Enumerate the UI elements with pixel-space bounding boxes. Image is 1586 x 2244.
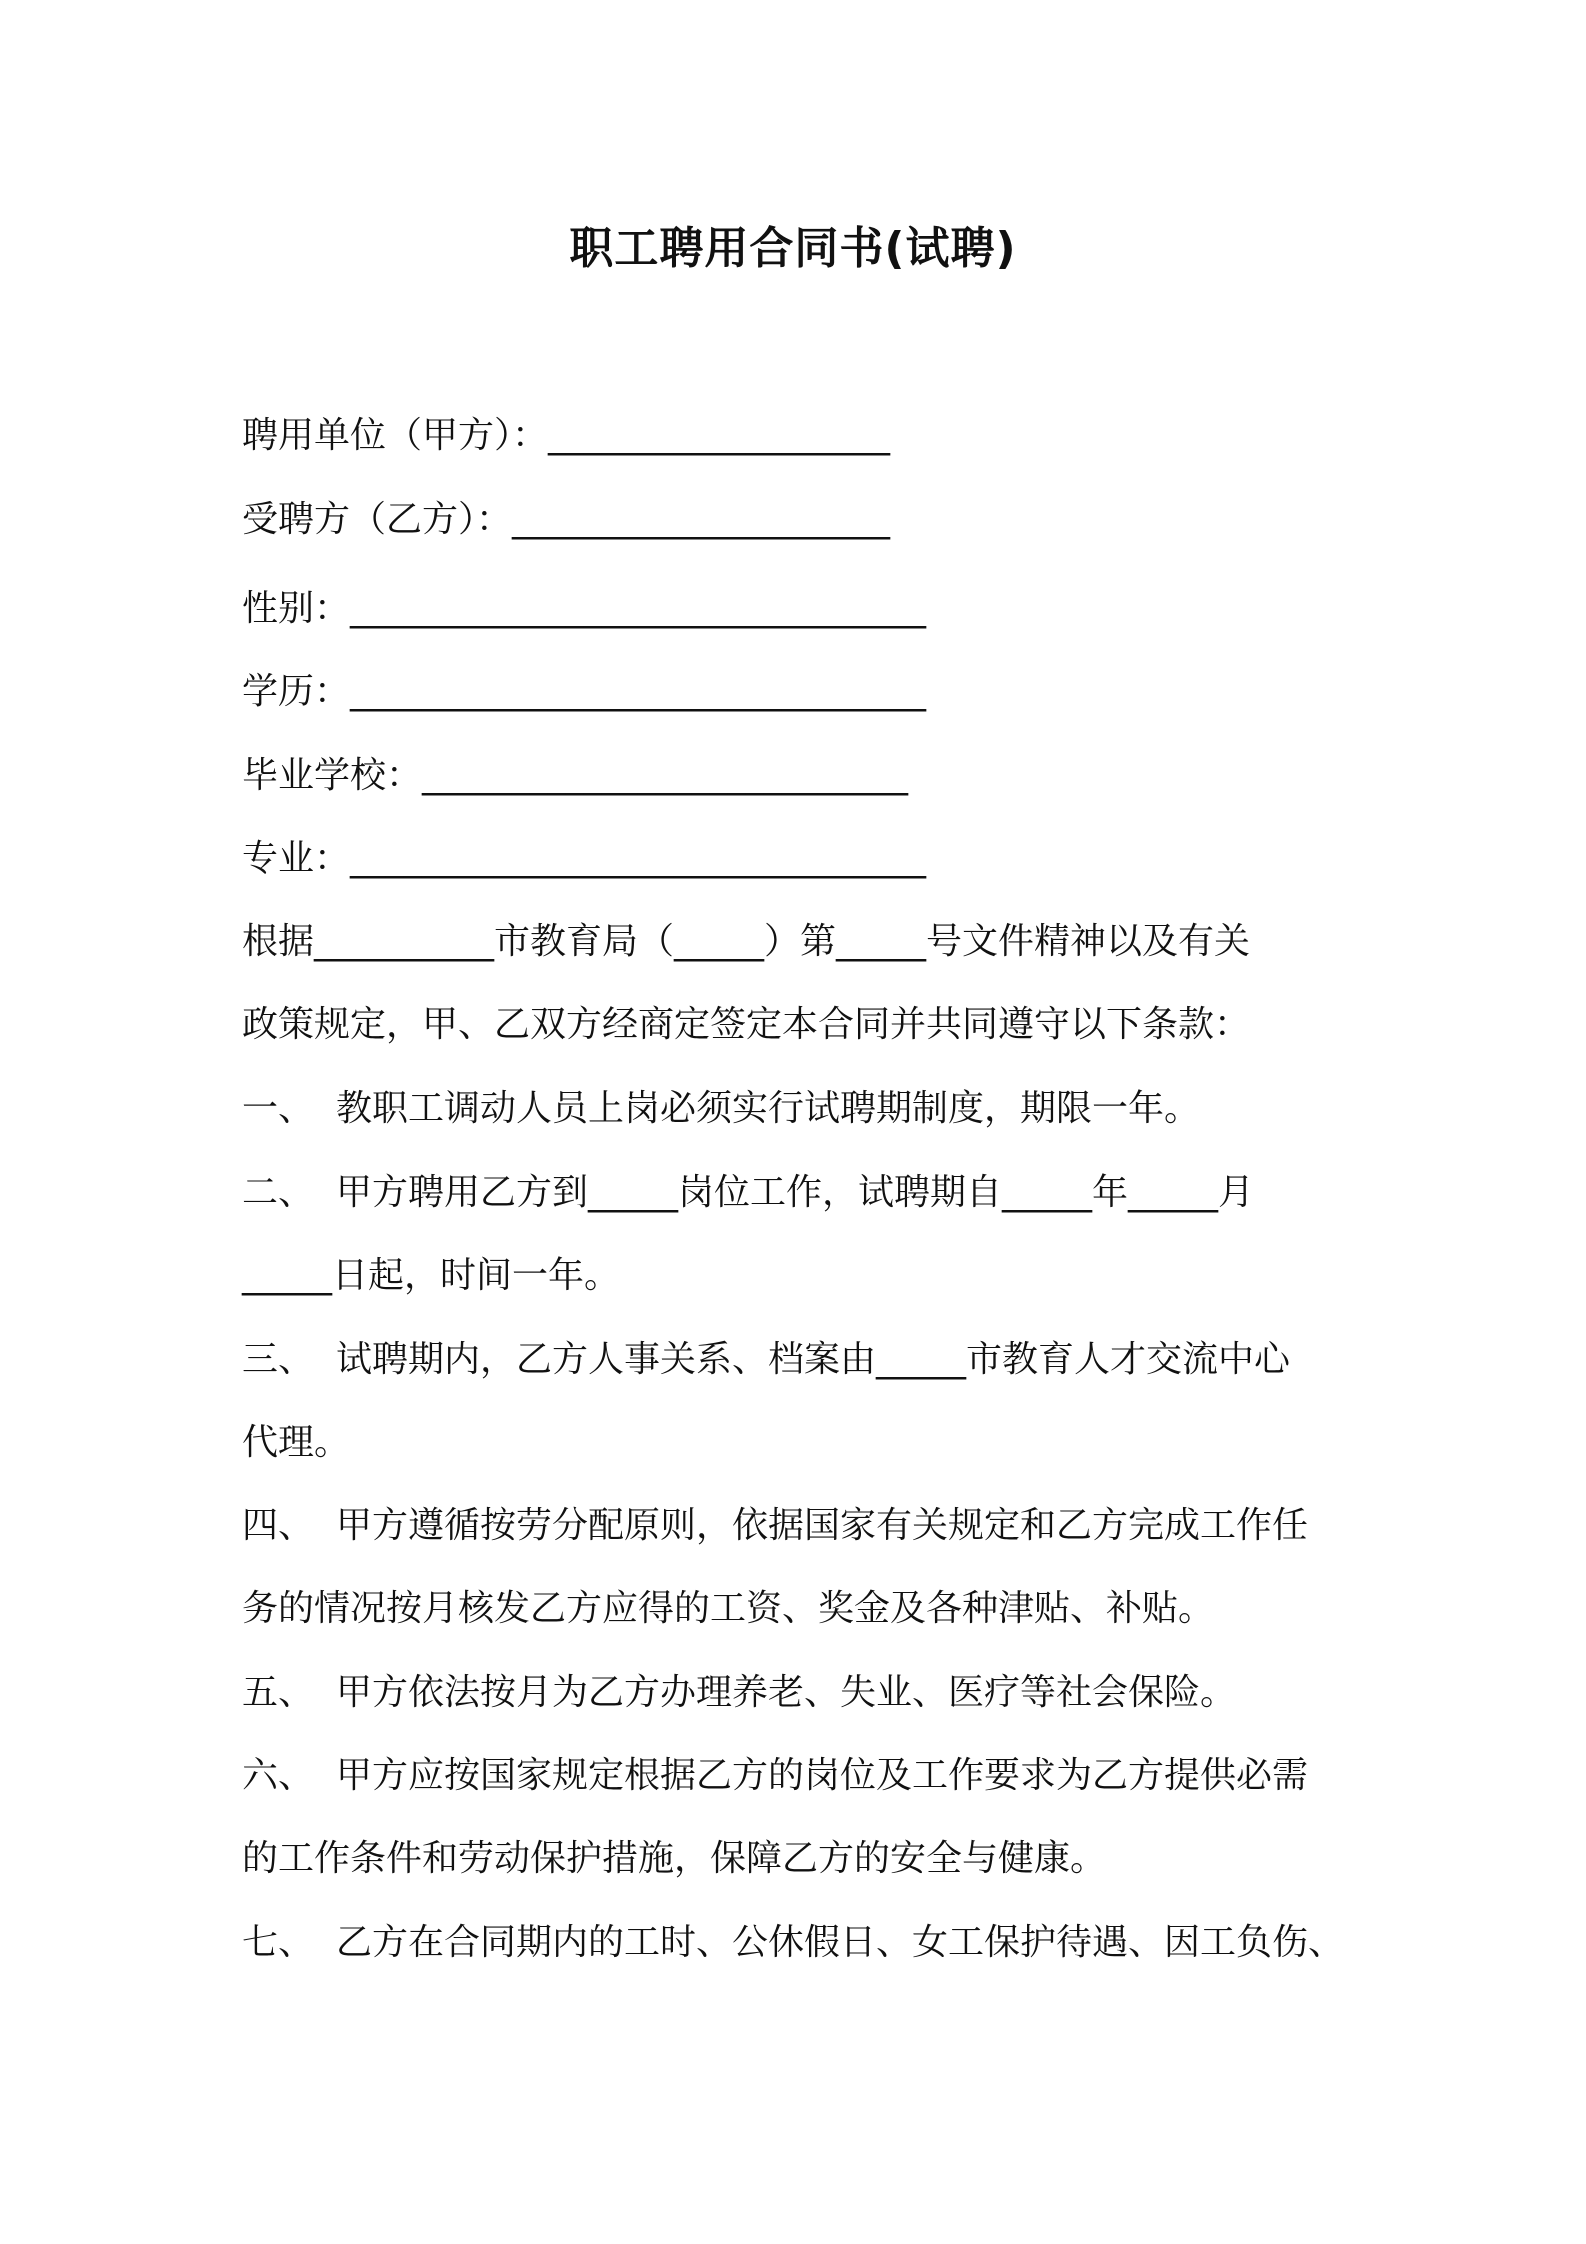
clause-number: 六、 xyxy=(242,1755,315,1796)
field-school: 毕业学校：___________________________ xyxy=(242,755,909,796)
document-title: 职工聘用合同书(试聘) xyxy=(569,223,1017,274)
clause-text: 甲方遵循按劳分配原则，依据国家有关规定和乙方完成工作任 xyxy=(336,1505,1309,1546)
clause-text: 务的情况按月核发乙方应得的工资、奖金及各种津贴、补贴。 xyxy=(242,1588,1215,1629)
clause-text: _____日起，时间一年。 xyxy=(242,1255,621,1296)
clause-text: 的工作条件和劳动保护措施，保障乙方的安全与健康。 xyxy=(242,1838,1107,1879)
intro-line-1: 根据__________市教育局（_____）第_____号文件精神以及有关 xyxy=(242,921,1251,962)
clause-number: 五、 xyxy=(242,1672,315,1713)
clause-2 xyxy=(242,1151,1362,1317)
clause-7 xyxy=(242,1901,1362,1984)
clause-number: 一、 xyxy=(242,1088,315,1129)
clause-text: 教职工调动人员上岗必须实行试聘期制度，期限一年。 xyxy=(336,1088,1201,1129)
clause-4 xyxy=(242,1484,1362,1650)
clause-text: 甲方依法按月为乙方办理养老、失业、医疗等社会保险。 xyxy=(336,1672,1237,1713)
field-employee: 受聘方（乙方）：_____________________ xyxy=(242,499,891,540)
clause-text: 甲方应按国家规定根据乙方的岗位及工作要求为乙方提供必需 xyxy=(336,1755,1309,1796)
clause-6 xyxy=(242,1734,1362,1900)
intro-paragraph xyxy=(242,900,1362,1066)
clause-3 xyxy=(242,1318,1362,1484)
field-major: 专业：________________________________ xyxy=(242,838,927,879)
intro-line-2: 政策规定，甲、乙双方经商定签定本合同并共同遵守以下条款： xyxy=(242,1004,1251,1045)
clause-number: 七、 xyxy=(242,1922,315,1963)
clause-text: 乙方在合同期内的工时、公休假日、女工保护待遇、因工负伤、 xyxy=(336,1922,1345,1963)
clause-text: 甲方聘用乙方到_____岗位工作，试聘期自_____年_____月 xyxy=(336,1172,1255,1213)
clause-1 xyxy=(242,1067,1362,1150)
clause-number: 四、 xyxy=(242,1505,315,1546)
clause-number: 二、 xyxy=(242,1172,315,1213)
clause-text: 代理。 xyxy=(242,1422,351,1463)
field-gender: 性别：________________________________ xyxy=(242,588,927,629)
clause-number: 三、 xyxy=(242,1339,315,1380)
field-employer: 聘用单位（甲方）：___________________ xyxy=(242,415,891,456)
clause-5 xyxy=(242,1651,1362,1734)
field-education: 学历：________________________________ xyxy=(242,671,927,712)
clause-text: 试聘期内，乙方人事关系、档案由_____市教育人才交流中心 xyxy=(336,1339,1291,1380)
